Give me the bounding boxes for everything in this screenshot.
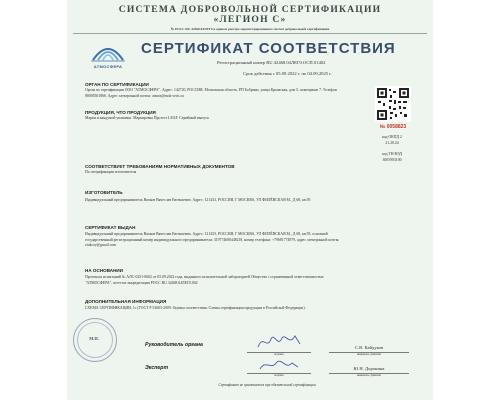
- header-divider: [73, 33, 427, 34]
- basis-heading: НА ОСНОВАНИИ: [85, 268, 124, 273]
- expert-label: Эксперт: [145, 365, 169, 371]
- requirements-text: По спецификации изготовителя: [85, 170, 137, 174]
- manufacturer-heading: ИЗГОТОВИТЕЛЬ: [85, 190, 123, 195]
- registration-number: Регистрационный номер RU.З2468.04ЛЕГ0.ОСП.01402: [217, 60, 326, 65]
- validity-period: Срок действия с 05.09.2022 г. по 04.09.2025 г.: [243, 71, 332, 76]
- head-sign-caption: подпись: [274, 353, 284, 356]
- okpd-value: 21.20.24: [385, 141, 399, 145]
- organ-text: Орган по сертификации ООО "АТМОСФЕРА". Адрес: 142720, РОССИЯ, Московская область, РП Бобрино, улица Крымская, дом 5, помещение 7. Телефон 88005501866. Адрес электронной почты: atmos@mok-serts.ru: [85, 88, 337, 98]
- head-signature: [255, 330, 303, 352]
- atmosfera-logo-icon: [89, 36, 127, 66]
- system-title-line2: «ЛЕГИОН С»: [213, 14, 287, 25]
- requirements-heading: СООТВЕТСТВУЕТ ТРЕБОВАНИЯМ НОРМАТИВНЫХ ДОКУМЕНТОВ: [85, 164, 235, 169]
- expert-name-caption: инициалы, фамилия: [357, 374, 381, 377]
- footer-note: Сертификат не применяется при обязательной сертификации: [218, 383, 316, 387]
- okpd-label: код ОКПД 2: [382, 135, 402, 139]
- certificate-title: СЕРТИФИКАТ СООТВЕТСТВИЯ: [141, 40, 396, 57]
- basis-text: Протокола испытаний № АЛС-0251-0602 от 05.09.2022 года, выданного испытательной лабораторией Общества с ограниченной ответственностью "АТМОСФЕРА", аттестат аккредитации РОСС RU.32468.04ЛЕГ0.002: [85, 275, 324, 285]
- organ-heading: ОРГАН ПО СЕРТИФИКАЦИИ: [85, 82, 149, 87]
- manufacturer-text: Индивидуальный предприниматель Вяхков Вячеслав Евгеньевич. Адрес: 121433, РОССИЯ, Г МОСКВА, УЛ ФИЛЁВСКАЯ М., Д 68, кв.95: [85, 198, 311, 202]
- registry-line: № РОСС RU.З2468.04ЛЕГ0 в едином реестре зарегистрированных систем добровольной сертификации: [170, 27, 330, 31]
- issued-heading: СЕРТИФИКАТ ВЫДАН: [85, 225, 136, 230]
- issued-text: Индивидуальный предприниматель Вяхков Вячеслав Евгеньевич. Адрес: 121433, РОССИЯ, Г МОСКВА, УЛ ФИЛЁВСКАЯ М., Д 68, кв.95, основной государственный регистрационный номер индивидуального предпринимателя: 319774600448218, номер телефона: +79681774979, адрес электронной почты: viakroy@gmail.com: [85, 232, 340, 248]
- tnved-label: код ТН ВЭД: [382, 152, 402, 156]
- additional-heading: ДОПОЛНИТЕЛЬНАЯ ИНФОРМАЦИЯ: [85, 299, 167, 304]
- head-name: С.В. Кайдуков: [354, 345, 384, 350]
- head-label: Руководитель органа: [145, 342, 203, 348]
- tnved-value: 3005903100: [382, 158, 402, 162]
- additional-text: СХЕМА СЕРТИФИКАЦИИ: 1с (ГОСТ Р 53603-2009. Оценка соответствия. Схемы сертификации продукции в Российской Федерации).: [85, 306, 306, 310]
- expert-signature: [257, 356, 301, 374]
- system-title-line1: СИСТЕМА ДОБРОВОЛЬНОЙ СЕРТИФИКАЦИИ: [118, 4, 382, 15]
- product-text: Марки и кандумой упаковки. Маркировка Протест LEAF. Серийный выпуск: [85, 116, 209, 120]
- qr-code-icon: [375, 86, 411, 122]
- product-heading: ПРОДУКЦИЯ, ЧТО ПРОДУКЦИЯ: [85, 110, 156, 115]
- expert-sign-caption: подпись: [274, 374, 284, 377]
- expert-name: Ю.Н. Доронина: [353, 366, 385, 371]
- stamp-label: М.П.: [89, 336, 99, 341]
- logo-name: АТМОСФЕРА: [93, 64, 123, 69]
- certificate-sheet: [67, 0, 433, 400]
- head-name-caption: инициалы, фамилия: [357, 353, 381, 356]
- serial-number: № 0058823: [379, 124, 407, 130]
